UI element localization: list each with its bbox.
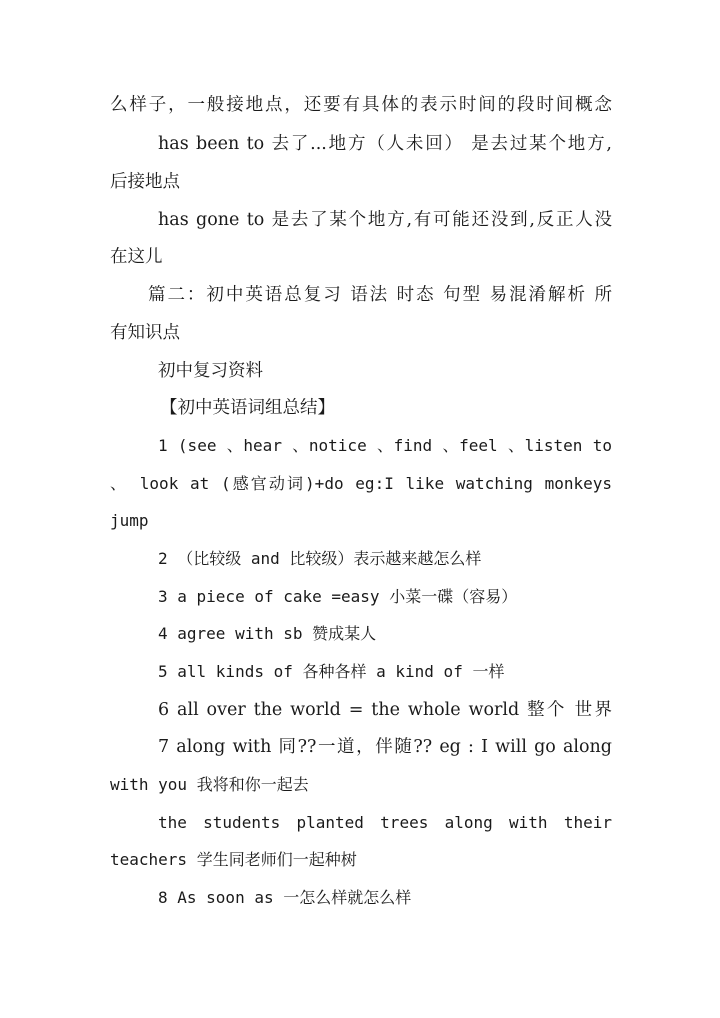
section-heading-line-1: 篇二：初中英语总复习 语法 时态 句型 易混淆解析 所 bbox=[148, 285, 612, 305]
item-8: 8 As soon as 一怎么样就怎么样 bbox=[158, 888, 412, 907]
item-3: 3 a piece of cake =easy 小菜一碟（容易） bbox=[158, 587, 518, 606]
item-6: 6 all over the world = the whole world 整个 世界 bbox=[158, 700, 612, 720]
subtitle: 初中复习资料 bbox=[158, 361, 263, 381]
text-line-2: has been to 去了...地方（人未回） 是去过某个地方, bbox=[158, 134, 612, 154]
item-2: 2 （比较级 and 比较级）表示越来越怎么样 bbox=[158, 549, 482, 568]
text-line-1: 么样子，一般接地点，还要有具体的表示时间的段时间概念 bbox=[110, 95, 612, 115]
text-line-5: 在这儿 bbox=[110, 247, 163, 267]
item-4: 4 agree with sb 赞成某人 bbox=[158, 624, 377, 643]
item-7-line-2: with you 我将和你一起去 bbox=[110, 775, 309, 794]
section-title: 【初中英语词组总结】 bbox=[160, 398, 335, 418]
item-1-line-2: 、 look at (感官动词)+do eg:I like watching monkeys bbox=[110, 474, 612, 493]
text-line-3: 后接地点 bbox=[110, 172, 180, 192]
text-line-4: has gone to 是去了某个地方,有可能还没到,反正人没 bbox=[158, 210, 612, 230]
item-7-line-3: the students planted trees along with their bbox=[158, 813, 612, 832]
item-1-line-1: 1 (see 、hear 、notice 、find 、feel 、listen to bbox=[158, 436, 612, 455]
item-1-line-3: jump bbox=[110, 511, 149, 530]
section-heading-line-2: 有知识点 bbox=[110, 323, 180, 343]
item-7-line-4: teachers 学生同老师们一起种树 bbox=[110, 850, 357, 869]
item-7-line-1: 7 along with 同??一道，伴随?? eg : I will go along bbox=[158, 737, 612, 757]
item-5: 5 all kinds of 各种各样 a kind of 一样 bbox=[158, 662, 505, 681]
